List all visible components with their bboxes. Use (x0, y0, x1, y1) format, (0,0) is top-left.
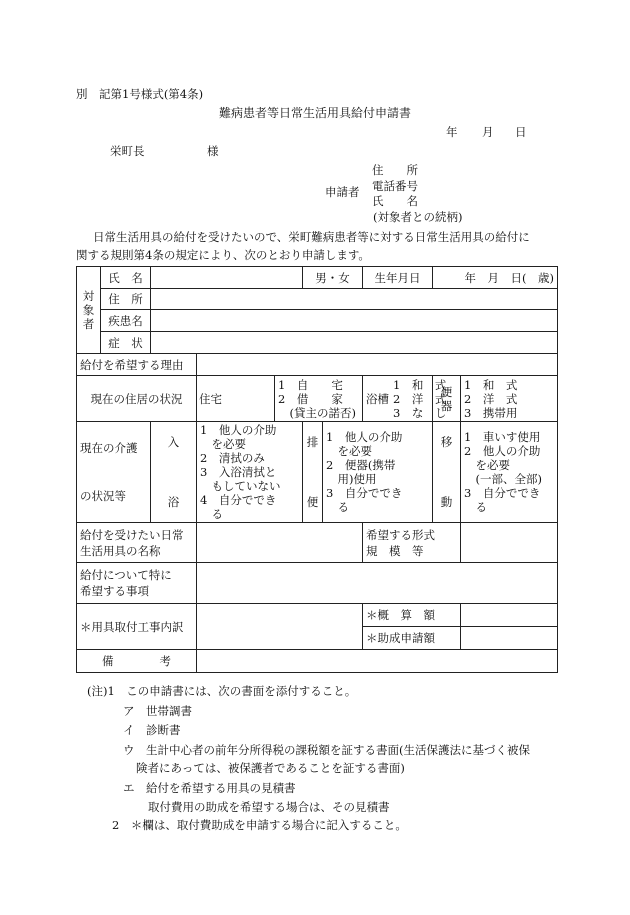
applicant-phone-label: 電話番号 (372, 179, 418, 193)
remarks-label: 備 考 (77, 650, 197, 673)
note-1-e-line1: エ 給付を希望する用具の見積書 (123, 781, 296, 795)
address-label: 住 所 (101, 289, 151, 310)
birth-field[interactable]: 年 月 日( 歳) (433, 267, 558, 289)
mobility-options[interactable]: 1 車いす使用 2 他人の介助 を必要 (一部、全部) 3 自分ででき る (461, 422, 558, 523)
applicant-label: 申請者 (325, 185, 360, 199)
address-field[interactable] (151, 289, 558, 310)
name-label: 氏 名 (101, 267, 151, 289)
installation-label: ＊用具取付工事内訳 (77, 604, 197, 650)
note-1-i: イ 診断書 (123, 723, 181, 737)
bath-options[interactable]: 1 和 式 2 洋 式 3 な し (393, 377, 447, 420)
addressee: 栄町長 (110, 144, 145, 158)
toilet-options[interactable]: 1 和 式 2 洋 式 3 携帯用 (461, 376, 558, 422)
form-scale-field[interactable] (461, 523, 558, 563)
date-year-label: 年 (446, 125, 458, 139)
reason-label: 給付を希望する理由 (77, 354, 197, 376)
form-reference: 別 記第1号様式(第4条) (76, 87, 204, 101)
installation-field[interactable] (197, 604, 363, 650)
intro-line-2: 関する規則第4条の規定により、次のとおり申請します。 (76, 248, 370, 262)
document-title: 難病患者等日常生活用具給付申請書 (219, 106, 412, 120)
bathing-label: 入 浴 (151, 422, 197, 523)
date-day-label: 日 (515, 125, 527, 139)
disease-label: 疾患名 (101, 310, 151, 332)
excretion-label: 排 便 (303, 422, 323, 523)
symptom-field[interactable] (151, 332, 558, 354)
item-name-label: 給付を受けたい日常 生活用具の名称 (77, 523, 197, 563)
applicant-relation-label: (対象者との続柄) (373, 210, 463, 224)
applicant-address-label: 住 所 (372, 163, 418, 177)
subsidy-field[interactable] (461, 627, 558, 650)
remarks-field[interactable] (197, 650, 558, 673)
reason-field[interactable] (197, 354, 558, 376)
toilet-label: 便器 (433, 376, 461, 422)
intro-line-1: 日常生活用具の給付を受けたいので、栄町難病患者等に対する日常生活用具の給付に (93, 230, 530, 244)
form-scale-label: 希望する形式 規 模 等 (363, 523, 461, 563)
estimate-field[interactable] (461, 604, 558, 627)
subsidy-label: ＊助成申請額 (363, 627, 461, 650)
disease-field[interactable] (151, 310, 558, 332)
note-1-a: ア 世帯調書 (123, 704, 192, 718)
note-1-u-line1: ウ 生計中心者の前年分所得税の課税額を証する書面(生活保護法に基づく被保 (123, 743, 530, 757)
estimate-label: ＊概 算 額 (363, 604, 461, 627)
name-field[interactable] (151, 267, 303, 289)
subject-label: 対 象 者 (77, 267, 101, 354)
excretion-options[interactable]: 1 他人の介助 を必要 2 便器(携帯 用)使用 3 自分ででき る (323, 422, 433, 523)
applicant-name-label: 氏 名 (372, 194, 418, 208)
bathing-options[interactable]: 1 他人の介助 を必要 2 清拭のみ 3 入浴清拭と もしていない 4 自分ででき る (197, 422, 303, 523)
sex-options[interactable]: 男・女 (303, 267, 363, 289)
special-request-label: 給付について特に 希望する事項 (77, 563, 197, 604)
house-label: 住宅 (197, 376, 275, 422)
item-name-field[interactable] (197, 523, 363, 563)
care-status-label: 現在の介護 の状況等 (77, 422, 151, 523)
note-2: 2 ＊欄は、取付費助成を申請する場合に記入すること。 (112, 818, 407, 832)
note-1: (注)1 この申請書には、次の書面を添付すること。 (87, 684, 357, 698)
application-form-table (76, 266, 558, 673)
house-options[interactable]: 1 自 宅 2 借 家 (貸主の諾否) (275, 376, 363, 422)
special-request-field[interactable] (197, 563, 558, 604)
note-1-u-line2: 険者にあっては、被保護者であることを証する書面) (136, 761, 405, 775)
mobility-label: 移 動 (433, 422, 461, 523)
addressee-honorific: 様 (207, 144, 219, 158)
note-1-e-line2: 取付費用の助成を希望する場合は、その見積書 (148, 800, 390, 814)
bath-label: 浴槽 (366, 391, 390, 406)
symptom-label: 症 状 (101, 332, 151, 354)
date-month-label: 月 (482, 125, 494, 139)
birth-label: 生年月日 (363, 267, 433, 289)
residence-label: 現在の住居の状況 (77, 376, 197, 422)
